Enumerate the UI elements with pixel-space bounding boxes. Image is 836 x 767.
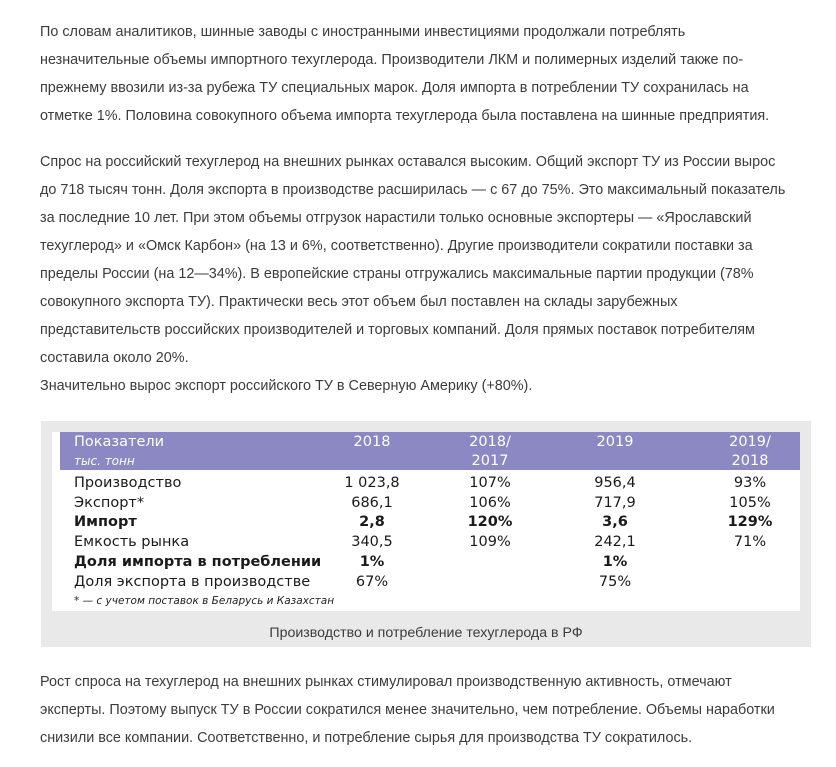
ratio-2018-2017: 107%: [469, 475, 511, 491]
text-line: отметке 1%. Половина совокупного объема импорта техуглерода была поставлена на шинные предприятия.: [40, 108, 770, 124]
value-2018: 1 023,8: [344, 475, 400, 491]
figure-caption: Производство и потребление техуглерода в РФ: [269, 625, 583, 641]
data-table: [52, 432, 800, 611]
header-units: тыс. тонн: [74, 454, 135, 468]
value-2019: 242,1: [594, 534, 636, 551]
header-2019: 2019: [596, 434, 634, 450]
table-figure: [41, 421, 811, 647]
header-2018-2017-top: 2018/: [469, 434, 511, 450]
row-label: Экспорт*: [74, 494, 145, 511]
text-line: представительств российских производителей и торговых компаний. Доля прямых поставок потребителям: [40, 322, 755, 338]
table-row: [60, 513, 800, 533]
text-line: По словам аналитиков, шинные заводы с иностранными инвестициями продолжали потреблять: [40, 24, 686, 40]
text-line: за последние 10 лет. При этом объемы отгрузок нарастили только основные экспортеры — «Ярославский: [40, 210, 752, 226]
ratio-2019-2018: 93%: [733, 475, 767, 491]
header-2019-2018-bottom: 2018: [731, 453, 769, 469]
header-2018: 2018: [353, 434, 391, 450]
text-line: Значительно вырос экспорт российского ТУ в Северную Америку (+80%).: [40, 378, 533, 394]
header-2019-2018-top: 2019/: [729, 434, 771, 450]
row-label: Доля импорта в потреблении: [74, 553, 322, 570]
text-line: составила около 20%.: [40, 350, 189, 366]
text-line: техуглерод» и «Омск Карбон» (на 13 и 6%, соответственно). Другие производители сократили поставки за: [40, 238, 753, 254]
value-2019: 3,6: [602, 514, 628, 531]
value-2018: 340,5: [351, 534, 393, 551]
text-line: пределы России (на 12—34%). В европейские страны отгружались максимальные партии продукции (78%: [40, 266, 754, 282]
text-line: снизили все компании. Соответственно, и потребление сырья для производства ТУ сократилось.: [40, 730, 693, 746]
ratio-2019-2018: 105%: [729, 494, 771, 511]
text-line: Спрос на российский техуглерод на внешних рынках оставался высоким. Общий экспорт ТУ из России вырос: [40, 154, 776, 170]
header-2018-2017-bottom: 2017: [471, 453, 509, 469]
table-row: [60, 553, 800, 573]
header-indicators: Показатели: [74, 434, 165, 450]
table-row: [60, 474, 800, 494]
value-2019: 1%: [602, 553, 628, 570]
value-2019: 75%: [598, 573, 632, 590]
row-label: Импорт: [74, 514, 137, 531]
table-row: [60, 573, 800, 593]
value-2018: 686,1: [351, 494, 393, 511]
table-row: [60, 533, 800, 553]
table-footnote: * — с учетом поставок в Беларусь и Казахстан: [74, 595, 335, 607]
row-label: Производство: [74, 475, 182, 491]
ratio-2019-2018: 129%: [727, 514, 773, 531]
paragraph-import: [40, 18, 810, 130]
value-2019: 717,9: [594, 494, 636, 511]
ratio-2019-2018: 71%: [733, 534, 767, 551]
text-line: прежнему ввозили из-за рубежа ТУ специальных марок. Доля импорта в потреблении ТУ сохранилась на: [40, 80, 749, 96]
text-line: Рост спроса на техуглерод на внешних рынках стимулировал производственную активность, отмечают: [40, 674, 732, 690]
value-2018: 67%: [355, 573, 389, 590]
ratio-2018-2017: 106%: [469, 494, 511, 511]
ratio-2018-2017: 109%: [469, 534, 511, 551]
paragraph-export: [40, 148, 810, 400]
paragraph-production: [40, 668, 810, 752]
value-2018: 1%: [359, 553, 385, 570]
row-label: Емкость рынка: [74, 534, 190, 551]
table-header: [60, 432, 800, 470]
text-line: до 718 тысяч тонн. Доля экспорта в производстве расширилась — с 67 до 75%. Это максимальный показатель: [40, 182, 786, 198]
text-line: эксперты. Поэтому выпуск ТУ в России сократился менее значительно, чем потребление. Объемы наработки: [40, 702, 775, 718]
value-2019: 956,4: [594, 475, 636, 491]
table-row: [60, 494, 800, 514]
value-2018: 2,8: [359, 514, 385, 531]
text-line: совокупного экспорта ТУ). Практически весь этот объем был поставлен на склады зарубежных: [40, 294, 678, 310]
text-line: незначительные объемы импортного техуглерода. Производители ЛКМ и полимерных изделий также по-: [40, 52, 744, 68]
ratio-2018-2017: 120%: [467, 514, 513, 531]
row-label: Доля экспорта в производстве: [74, 573, 311, 590]
